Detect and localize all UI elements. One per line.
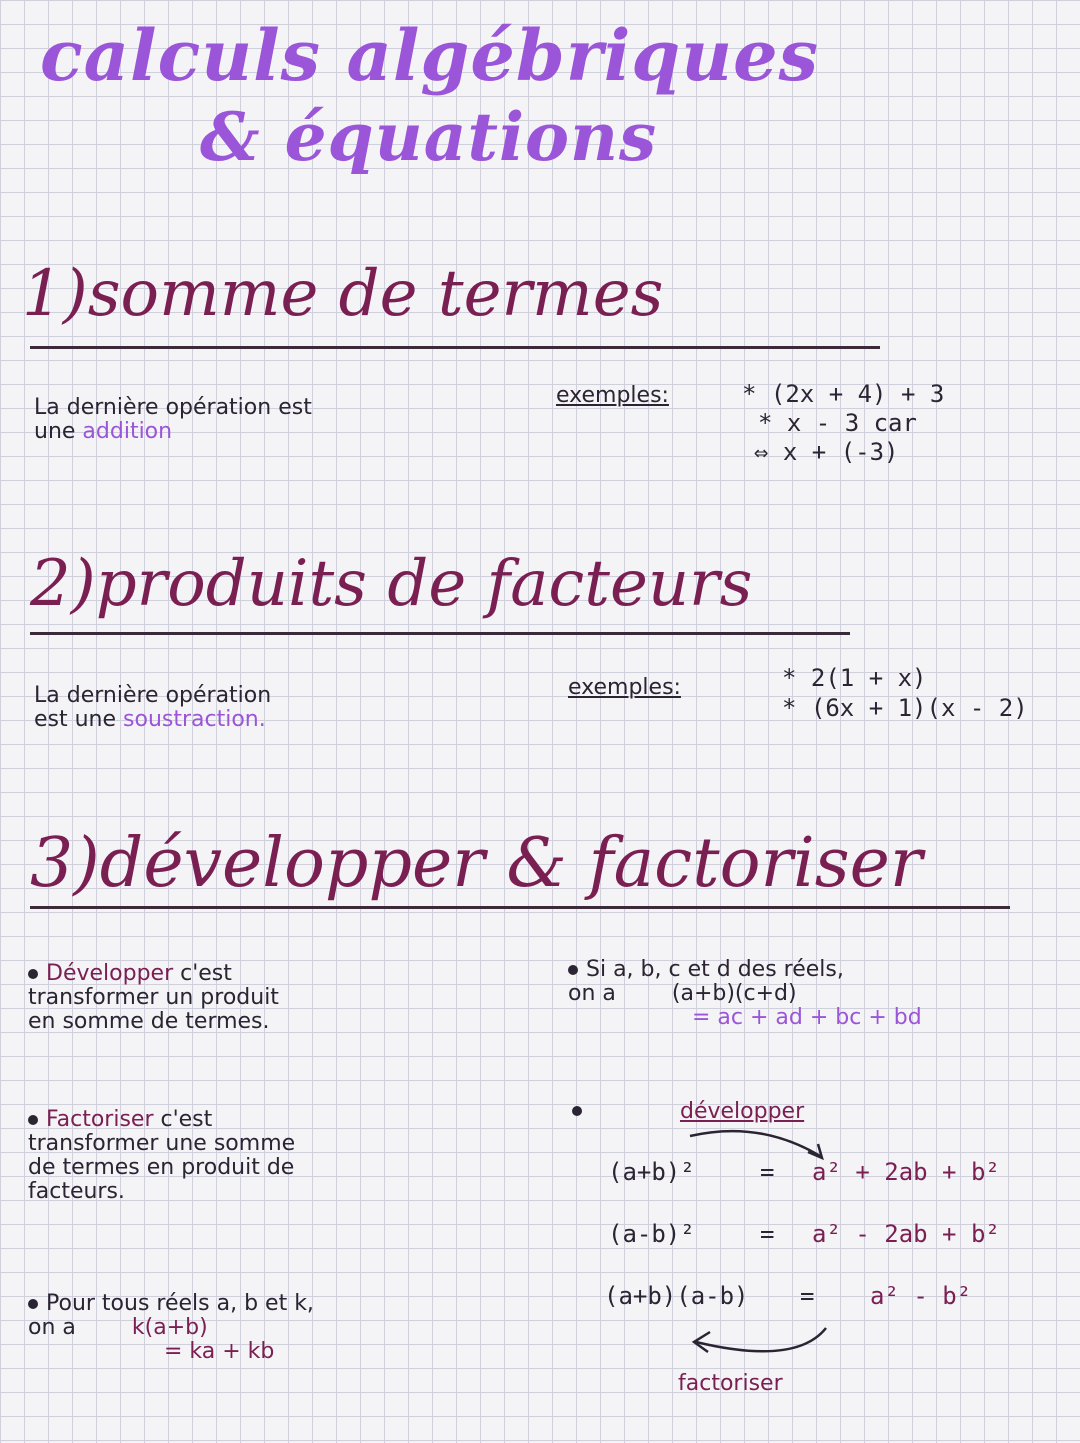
factor-def-line4: facteurs. — [28, 1179, 125, 1204]
abcd-result: = ac + ad + bc + bd — [692, 1005, 922, 1030]
section2-def-line1: La dernière opération — [34, 683, 272, 708]
bullet-icon — [28, 1115, 38, 1125]
abcd-on-a: on a — [568, 981, 616, 1006]
bullet-icon — [568, 965, 578, 975]
section2-examples-label: exemples: — [568, 675, 681, 700]
factor-def-line2: transformer une somme — [28, 1131, 296, 1156]
section2-def-prefix: est une — [34, 707, 124, 732]
section1-definition — [34, 396, 312, 444]
page-title-line1: calculs algébriques — [40, 14, 820, 97]
identity-2-right: a² - 2ab + b² — [812, 1220, 1000, 1248]
abcd-line1: Si a, b, c et d des réels, — [568, 958, 922, 982]
section1-underline — [30, 346, 880, 349]
section3-heading: 3)développer & factoriser — [30, 824, 923, 903]
bullet-icon — [28, 969, 38, 979]
section2-definition — [34, 684, 271, 732]
identity-2-eq: = — [760, 1220, 775, 1248]
factor-def-line1 — [28, 1108, 295, 1132]
factor-definition — [28, 1108, 295, 1204]
k-distribution — [28, 1292, 314, 1364]
abcd-expression: (a+b)(c+d) — [671, 981, 797, 1006]
develop-rest: c'est — [173, 961, 232, 986]
k-on-a: on a — [28, 1315, 76, 1340]
section2-example-2: * (6x + 1)(x - 2) — [782, 694, 1028, 722]
k-expression: k(a+b) — [131, 1315, 208, 1340]
factor-def-line3: de termes en produit de — [28, 1155, 295, 1180]
section2-underline — [30, 632, 850, 635]
section1-example-3: ⇔ x + (-3) — [754, 438, 899, 466]
section1-def-prefix: une — [34, 419, 83, 444]
bullet-icon — [28, 1299, 38, 1309]
k-line1: Pour tous réels a, b et k, — [28, 1292, 314, 1316]
factor-arrow-icon — [676, 1320, 846, 1370]
bullet-icon — [572, 1106, 582, 1116]
abcd-line2 — [568, 982, 922, 1006]
abcd-line3 — [568, 1006, 922, 1030]
factor-rest: c'est — [153, 1107, 213, 1132]
section1-examples-label: exemples: — [556, 383, 669, 408]
develop-def-line1 — [28, 962, 279, 986]
factor-keyword: Factoriser — [46, 1107, 154, 1132]
k-line3 — [28, 1340, 314, 1364]
identity-3-left: (a+b)(a-b) — [604, 1282, 749, 1310]
identity-1-left: (a+b)² — [608, 1158, 695, 1186]
section2-def-line2 — [34, 708, 271, 732]
section1-example-1: * (2x + 4) + 3 — [742, 380, 945, 408]
identity-2-left: (a-b)² — [608, 1220, 695, 1248]
section1-def-keyword: addition — [82, 419, 173, 444]
identity-1-right: a² + 2ab + b² — [812, 1158, 1000, 1186]
section3-underline — [30, 906, 1010, 909]
section2-def-keyword: soustraction. — [123, 707, 266, 732]
abcd-distribution — [568, 958, 922, 1030]
k-line2 — [28, 1316, 314, 1340]
develop-definition — [28, 962, 279, 1034]
section1-example-2: * x - 3 car — [758, 409, 917, 437]
identity-3-right: a² - b² — [870, 1282, 972, 1310]
develop-def-line3: en somme de termes. — [28, 1009, 270, 1034]
develop-keyword: Développer — [46, 961, 174, 986]
identity-3-eq: = — [800, 1282, 815, 1310]
identity-1-eq: = — [760, 1158, 775, 1186]
factor-arrow-label: factoriser — [678, 1371, 783, 1396]
develop-def-line2: transformer un produit — [28, 985, 279, 1010]
section1-heading: 1)somme de termes — [22, 257, 664, 331]
develop-arrow-label: développer — [680, 1099, 805, 1124]
section2-example-1: * 2(1 + x) — [782, 664, 927, 692]
section1-def-line2 — [34, 420, 312, 444]
section2-heading: 2)produits de facteurs — [30, 547, 753, 621]
section1-def-line1: La dernière opération est — [34, 395, 312, 420]
k-result: = ka + kb — [164, 1339, 275, 1364]
page-title-line2: & équations — [200, 98, 658, 176]
